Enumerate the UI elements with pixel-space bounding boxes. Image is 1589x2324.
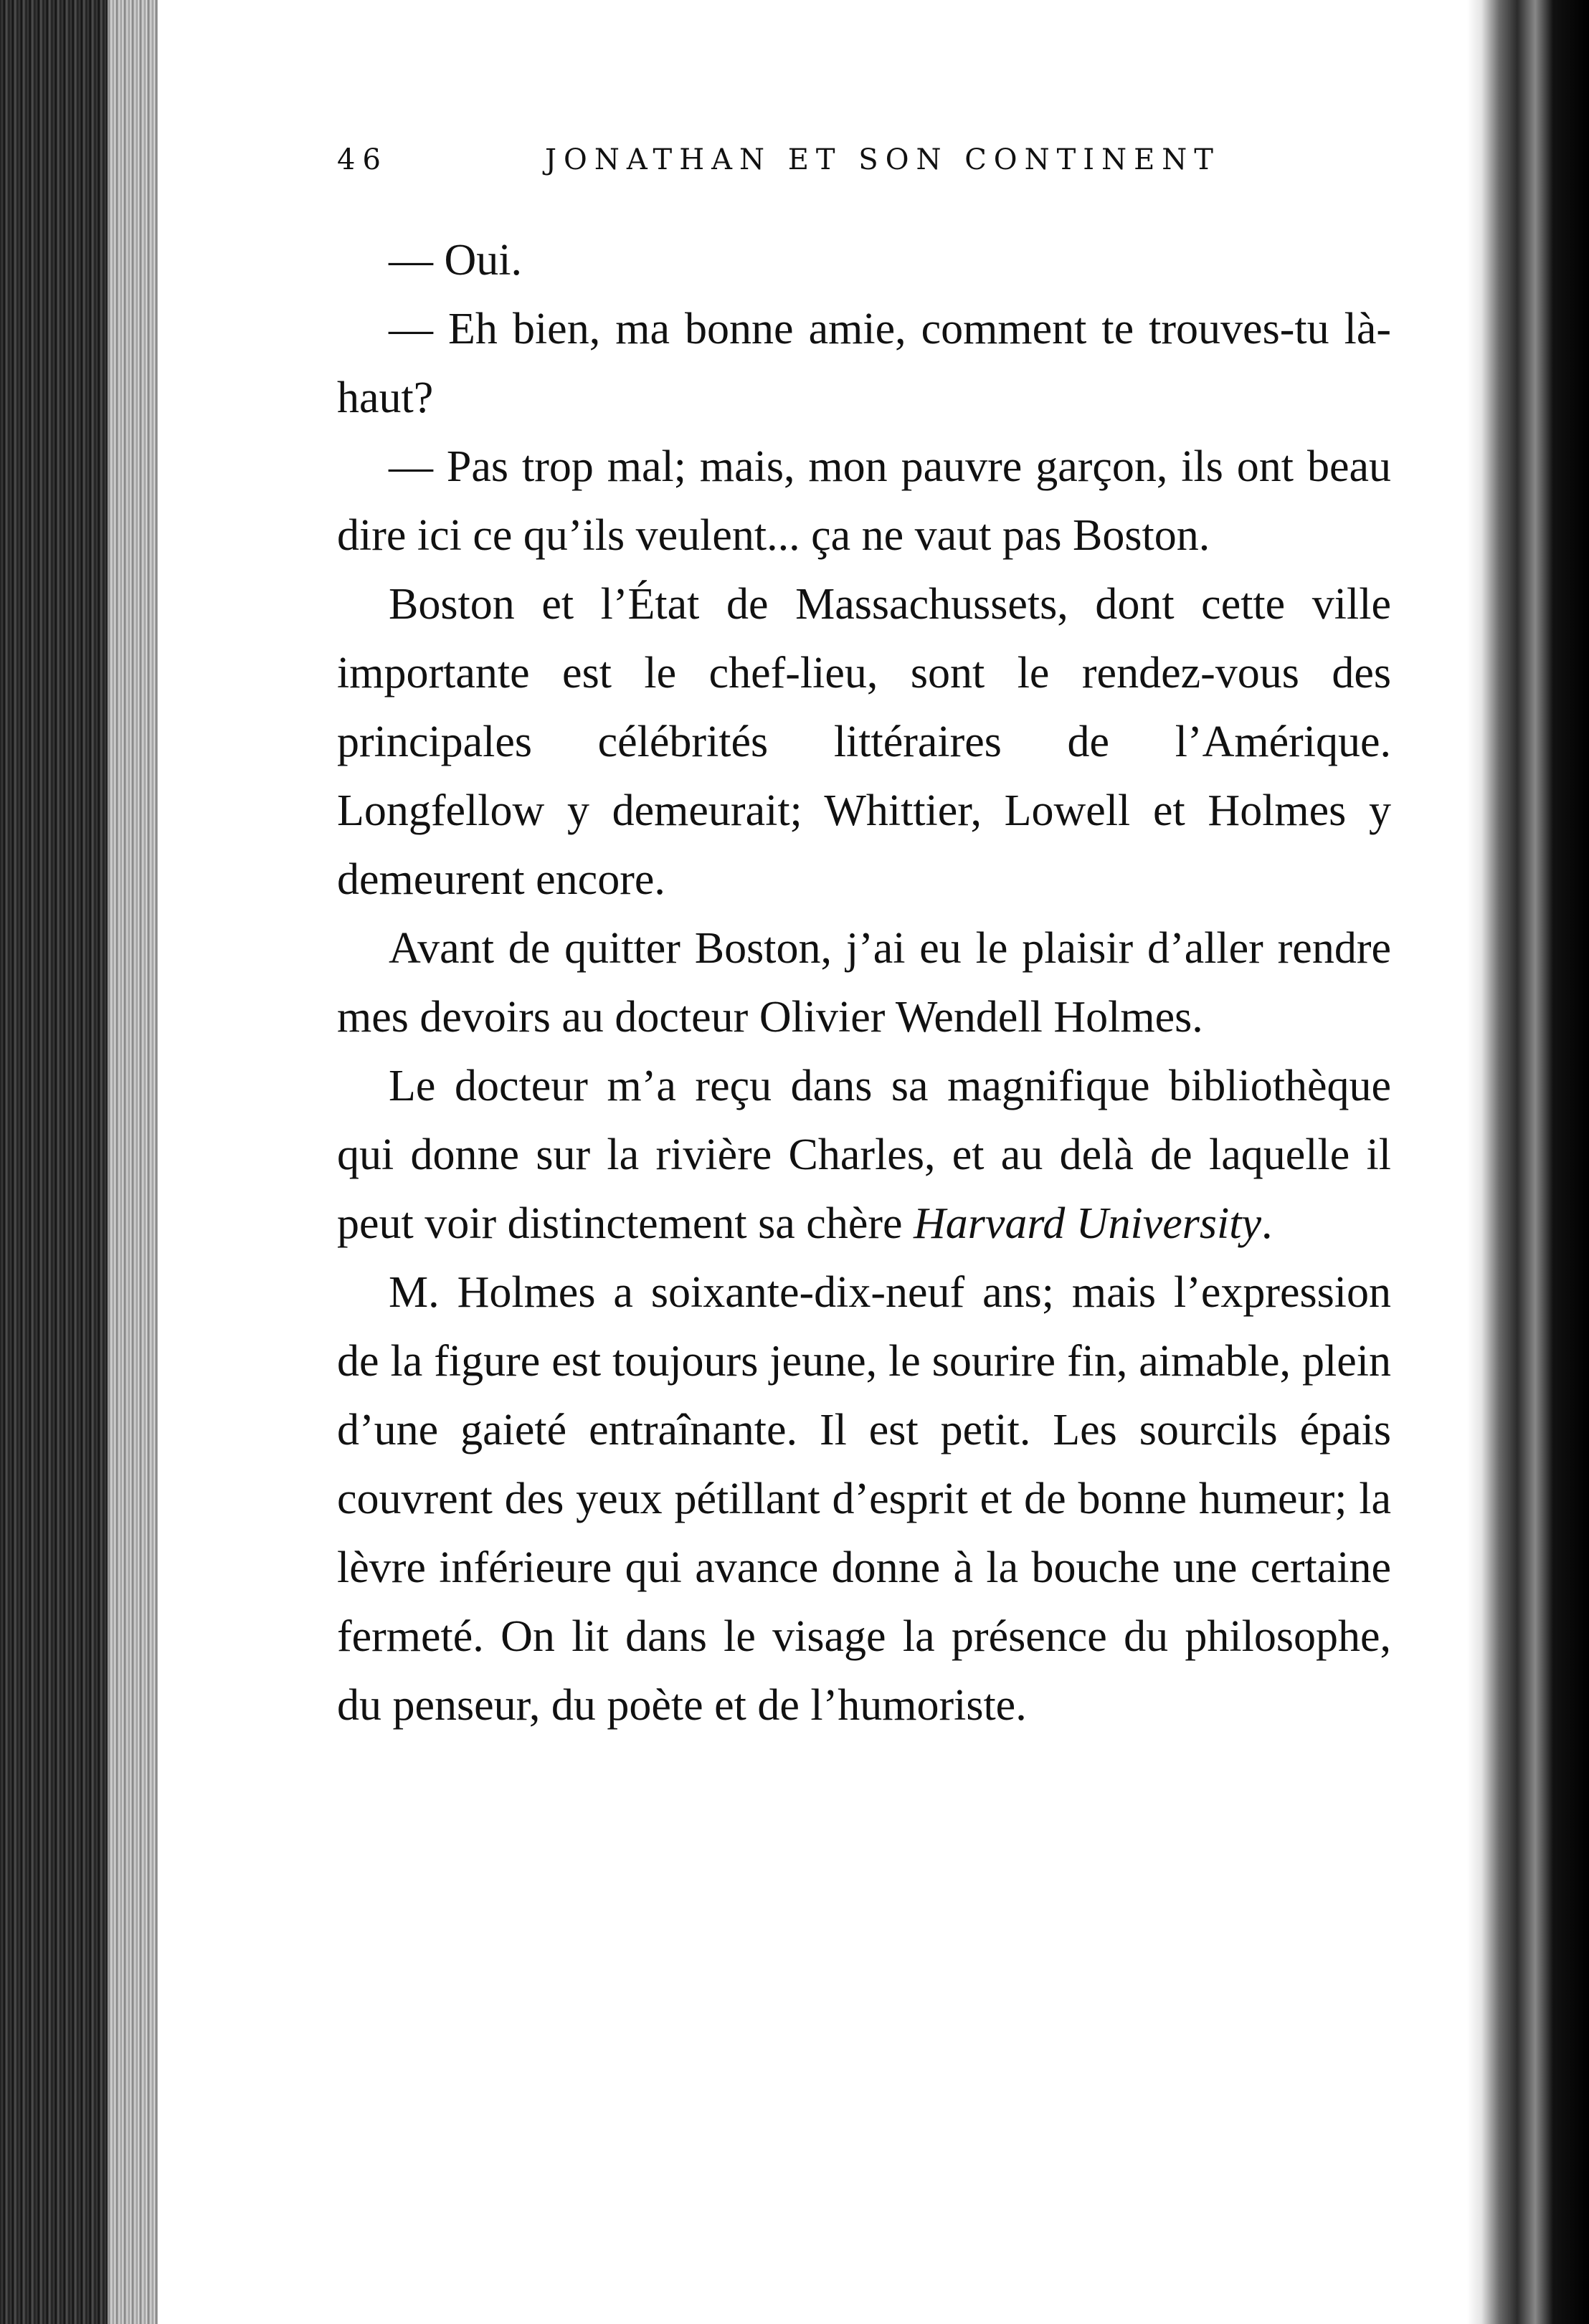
paragraph: — Oui.: [389, 236, 522, 285]
running-title: JONATHAN ET SON CONTINENT: [545, 143, 1220, 176]
paragraph-text: Le docteur m’a reçu dans sa magnifique bibliothèque qui donne sur la rivière Charles, et au delà de laquelle il peut voir distinctement sa chère: [337, 1062, 1391, 1248]
italic-title: Harvard University: [914, 1199, 1262, 1248]
paragraph: M. Holmes a soixante-dix-neuf ans; mais l’expression de la figure est toujours jeune, le sourire fin, aimable, plein d’une gaieté entraînante. Il est petit. Les sourcils épais couvrent des yeux pétillant d’esprit et de bonne humeur; la lèvre inférieure qui avance donne à la bouche une certaine fermeté. On lit dans le visage la présence du philosophe, du penseur, du poète et de l’humoriste.: [337, 1268, 1391, 1730]
page-edge-left: [108, 0, 158, 2324]
paragraph: — Eh bien, ma bonne amie, comment te trouves-tu là-haut?: [337, 305, 1391, 422]
paragraph-harvard: [337, 1052, 1391, 1258]
paragraph: — Pas trop mal; mais, mon pauvre garçon, ils ont beau dire ici ce qu’ils veulent... ça ne vaut pas Boston.: [337, 442, 1391, 560]
paragraph: Boston et l’État de Massachussets, dont cette ville importante est le chef-lieu, sont le rendez-vous des principales célébrités littéraires de l’Amérique. Longfellow y demeurait; Whittier, Lowell et Holmes y demeurent encore.: [337, 580, 1391, 904]
running-head: [337, 143, 1391, 194]
paragraph: Avant de quitter Boston, j’ai eu le plaisir d’aller rendre mes devoirs au docteur Olivier Wendell Holmes.: [337, 924, 1391, 1042]
page-binding-left: [0, 0, 108, 2324]
page-number: 46: [337, 143, 388, 176]
text-body: [337, 226, 1391, 1740]
paragraph-text: .: [1261, 1199, 1273, 1248]
page-binding-right: [1467, 0, 1589, 2324]
